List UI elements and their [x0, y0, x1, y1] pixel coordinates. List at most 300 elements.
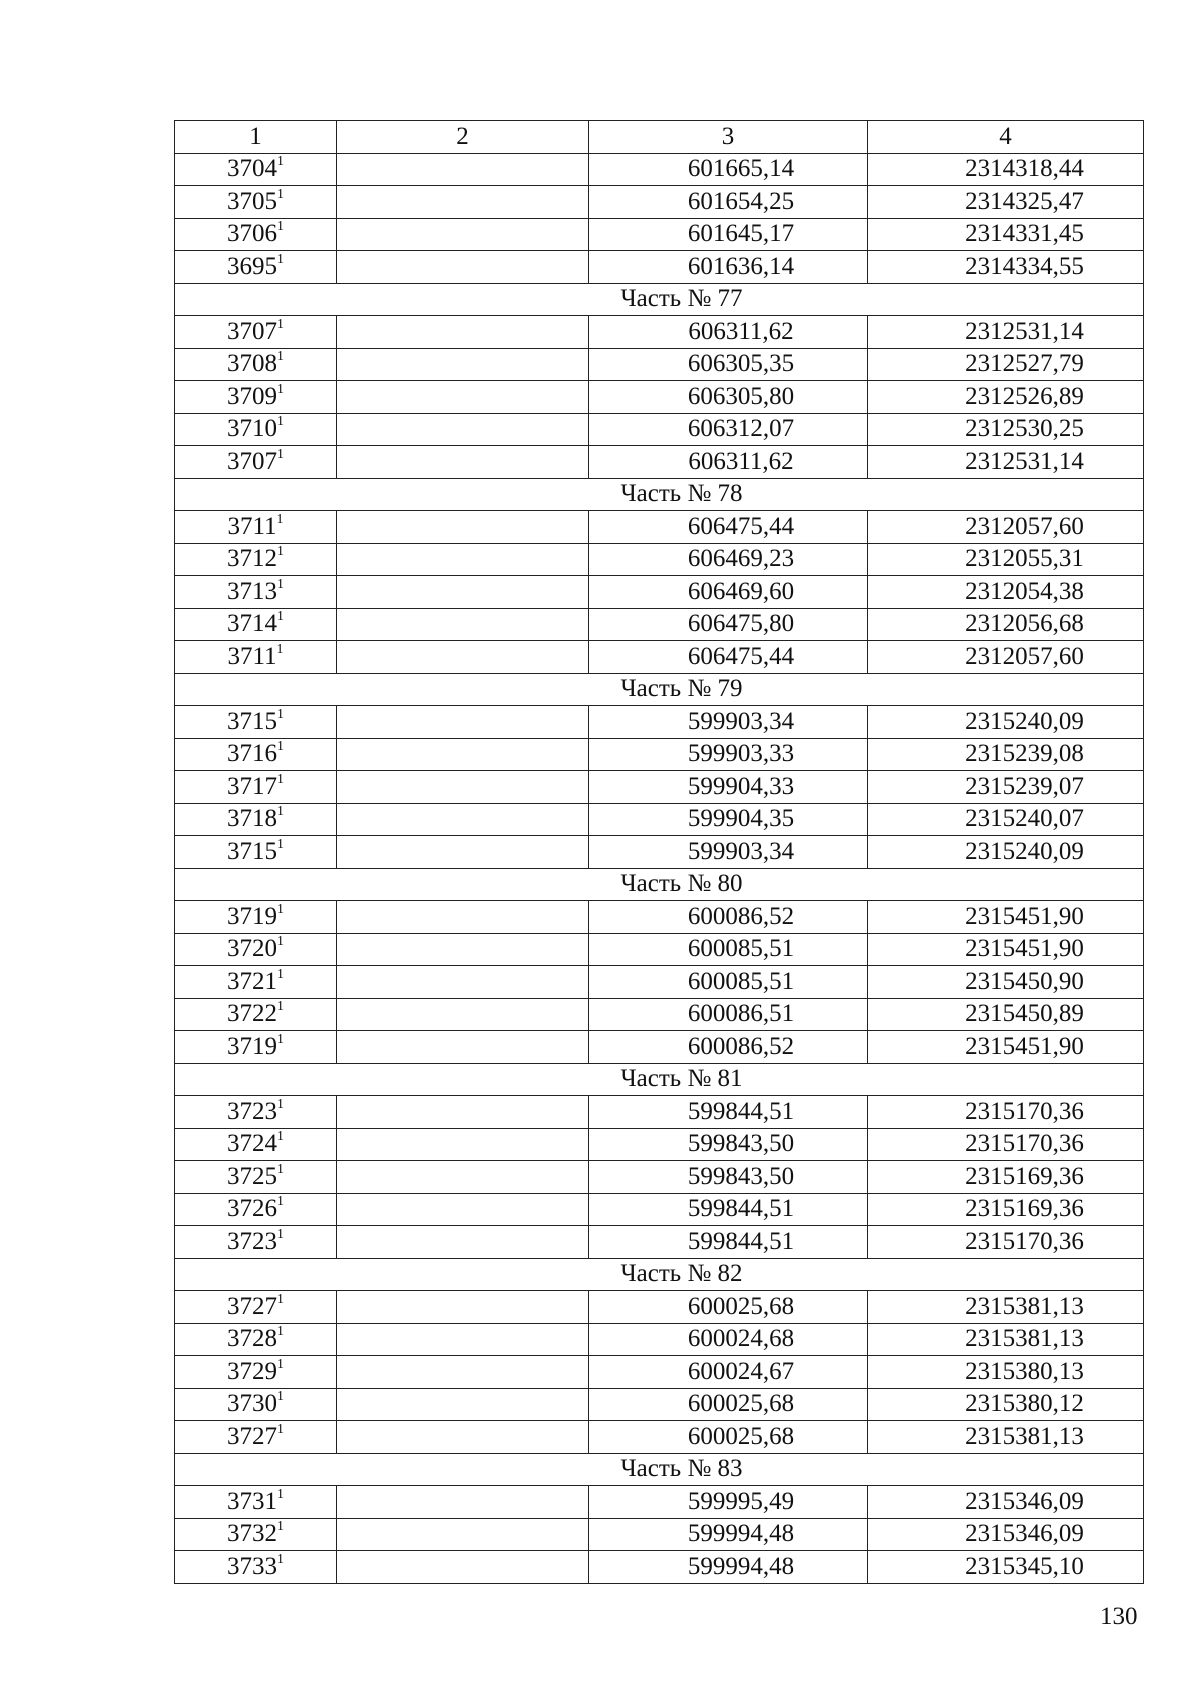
y-coordinate-cell — [868, 1421, 1144, 1454]
x-coordinate: 599994,48 — [687, 1520, 795, 1548]
x-coordinate-cell — [589, 1193, 868, 1226]
point-number: 3730 — [227, 1390, 277, 1418]
section-title — [175, 1258, 1144, 1291]
y-coordinate: 2312054,38 — [965, 577, 1084, 605]
page-number: 130 — [1100, 1603, 1138, 1630]
point-number-superscript: 1 — [277, 1486, 284, 1502]
point-number-cell — [175, 316, 337, 349]
point-number-cell — [175, 511, 337, 544]
header-row — [175, 121, 1144, 154]
empty-cell — [337, 771, 589, 804]
point-number-superscript: 1 — [277, 1194, 284, 1210]
x-coordinate: 599844,51 — [687, 1195, 795, 1223]
x-coordinate: 599904,33 — [687, 772, 795, 800]
point-number-superscript: 1 — [277, 219, 284, 235]
x-coordinate: 600085,51 — [687, 967, 795, 995]
empty-cell — [337, 186, 589, 219]
y-coordinate-cell — [868, 348, 1144, 381]
point-number-superscript: 1 — [276, 511, 284, 527]
empty-cell — [337, 153, 589, 186]
x-coordinate: 606475,80 — [687, 610, 795, 638]
point-number: 3731 — [227, 1487, 277, 1515]
y-coordinate: 2315381,13 — [965, 1422, 1084, 1450]
point-number-superscript: 1 — [277, 934, 284, 950]
x-coordinate: 600025,68 — [687, 1422, 795, 1450]
x-coordinate-cell — [589, 413, 868, 446]
table-row — [175, 933, 1144, 966]
table-row — [175, 413, 1144, 446]
x-coordinate-cell — [589, 251, 868, 284]
y-coordinate-cell — [868, 316, 1144, 349]
section-title — [175, 673, 1144, 706]
empty-cell — [337, 348, 589, 381]
x-coordinate-cell — [589, 511, 868, 544]
y-coordinate-cell — [868, 1226, 1144, 1259]
empty-cell — [337, 998, 589, 1031]
table-row — [175, 1323, 1144, 1356]
x-coordinate-cell — [589, 1551, 868, 1584]
point-number-superscript: 1 — [277, 1096, 284, 1112]
y-coordinate: 2314318,44 — [965, 155, 1084, 183]
table-row — [175, 543, 1144, 576]
x-coordinate-cell — [589, 933, 868, 966]
x-coordinate-cell — [589, 1486, 868, 1519]
y-coordinate-cell — [868, 901, 1144, 934]
section-row — [175, 1258, 1144, 1291]
point-number-cell — [175, 1486, 337, 1519]
x-coordinate: 599844,51 — [687, 1097, 795, 1125]
point-number-superscript: 1 — [277, 1356, 284, 1372]
y-coordinate: 2312531,14 — [965, 447, 1084, 475]
y-coordinate-cell — [868, 1291, 1144, 1324]
table-row — [175, 836, 1144, 869]
point-number: 3715 — [227, 707, 277, 735]
table-row — [175, 1161, 1144, 1194]
x-coordinate: 599903,33 — [687, 740, 795, 768]
point-number-superscript: 1 — [277, 1421, 284, 1437]
empty-cell — [337, 1323, 589, 1356]
point-number-superscript: 1 — [277, 739, 284, 755]
x-coordinate: 599995,49 — [687, 1487, 795, 1515]
x-coordinate-cell — [589, 771, 868, 804]
section-title-text: Часть № 78 — [620, 480, 743, 508]
section-title — [175, 283, 1144, 316]
section-title-text: Часть № 83 — [620, 1455, 743, 1483]
y-coordinate: 2315450,89 — [965, 1000, 1084, 1028]
y-coordinate: 2315346,09 — [965, 1520, 1084, 1548]
x-coordinate: 599843,50 — [687, 1162, 795, 1190]
section-title — [175, 1453, 1144, 1486]
y-coordinate-cell — [868, 153, 1144, 186]
empty-cell — [337, 1291, 589, 1324]
x-coordinate-cell — [589, 1518, 868, 1551]
y-coordinate-cell — [868, 1161, 1144, 1194]
y-coordinate-cell — [868, 446, 1144, 479]
x-coordinate-cell — [589, 381, 868, 414]
table-row — [175, 1096, 1144, 1129]
x-coordinate: 606311,62 — [688, 317, 794, 345]
x-coordinate-cell — [589, 706, 868, 739]
point-number: 3733 — [227, 1552, 277, 1580]
table-row — [175, 1551, 1144, 1584]
x-coordinate-cell — [589, 186, 868, 219]
point-number-superscript: 1 — [277, 349, 284, 365]
y-coordinate-cell — [868, 1193, 1144, 1226]
point-number-superscript: 1 — [277, 836, 284, 852]
y-coordinate: 2314334,55 — [965, 252, 1084, 280]
point-number-superscript: 1 — [277, 901, 284, 917]
x-coordinate: 599904,35 — [687, 805, 795, 833]
table-row — [175, 1226, 1144, 1259]
x-coordinate: 606469,60 — [687, 577, 795, 605]
table-row — [175, 1031, 1144, 1064]
table-row — [175, 186, 1144, 219]
point-number-superscript: 1 — [277, 186, 284, 202]
table-row — [175, 998, 1144, 1031]
point-number-superscript: 1 — [277, 1031, 284, 1047]
point-number-superscript: 1 — [277, 1551, 284, 1567]
point-number-superscript: 1 — [277, 706, 284, 722]
x-coordinate-cell — [589, 803, 868, 836]
y-coordinate-cell — [868, 706, 1144, 739]
point-number-superscript: 1 — [277, 381, 284, 397]
empty-cell — [337, 576, 589, 609]
point-number-superscript: 1 — [277, 544, 284, 560]
point-number: 3716 — [227, 740, 277, 768]
y-coordinate-cell — [868, 251, 1144, 284]
empty-cell — [337, 251, 589, 284]
y-coordinate: 2315170,36 — [965, 1097, 1084, 1125]
empty-cell — [337, 316, 589, 349]
x-coordinate: 600025,68 — [687, 1390, 795, 1418]
table-row — [175, 576, 1144, 609]
empty-cell — [337, 738, 589, 771]
empty-cell — [337, 1518, 589, 1551]
y-coordinate: 2315345,10 — [965, 1552, 1084, 1580]
table-row — [175, 966, 1144, 999]
empty-cell — [337, 706, 589, 739]
section-row — [175, 478, 1144, 511]
table-row — [175, 153, 1144, 186]
empty-cell — [337, 1226, 589, 1259]
y-coordinate: 2315169,36 — [965, 1162, 1084, 1190]
empty-cell — [337, 641, 589, 674]
empty-cell — [337, 446, 589, 479]
point-number: 3707 — [227, 317, 277, 345]
y-coordinate-cell — [868, 738, 1144, 771]
x-coordinate: 600085,51 — [687, 935, 795, 963]
point-number-cell — [175, 998, 337, 1031]
y-coordinate: 2312057,60 — [965, 512, 1084, 540]
x-coordinate-cell — [589, 576, 868, 609]
table-row — [175, 1421, 1144, 1454]
point-number-cell — [175, 836, 337, 869]
section-title — [175, 1063, 1144, 1096]
y-coordinate-cell — [868, 381, 1144, 414]
y-coordinate: 2315239,07 — [965, 772, 1084, 800]
point-number-superscript: 1 — [277, 414, 284, 430]
point-number-superscript: 1 — [277, 1389, 284, 1405]
y-coordinate-cell — [868, 1323, 1144, 1356]
y-coordinate: 2315380,13 — [965, 1357, 1084, 1385]
section-title-text: Часть № 81 — [620, 1065, 743, 1093]
header-col-1: 1 — [175, 121, 337, 154]
x-coordinate: 599903,34 — [687, 837, 795, 865]
point-number: 3714 — [227, 610, 277, 638]
x-coordinate: 600086,52 — [687, 902, 795, 930]
x-coordinate-cell — [589, 738, 868, 771]
point-number: 3724 — [227, 1130, 277, 1158]
y-coordinate-cell — [868, 543, 1144, 576]
point-number: 3711 — [227, 512, 277, 540]
x-coordinate: 606312,07 — [687, 415, 795, 443]
point-number-cell — [175, 933, 337, 966]
point-number-cell — [175, 446, 337, 479]
point-number: 3725 — [227, 1162, 277, 1190]
y-coordinate-cell — [868, 933, 1144, 966]
table-row — [175, 1193, 1144, 1226]
x-coordinate: 600024,67 — [687, 1357, 795, 1385]
empty-cell — [337, 1551, 589, 1584]
x-coordinate: 606469,23 — [687, 545, 795, 573]
x-coordinate: 599844,51 — [687, 1227, 795, 1255]
x-coordinate-cell — [589, 1323, 868, 1356]
point-number-cell — [175, 1388, 337, 1421]
point-number-cell — [175, 1128, 337, 1161]
section-title — [175, 868, 1144, 901]
point-number: 3715 — [227, 837, 277, 865]
header-col-3: 3 — [589, 121, 868, 154]
section-title-text: Часть № 80 — [620, 870, 743, 898]
point-number-superscript: 1 — [277, 1519, 284, 1535]
y-coordinate-cell — [868, 641, 1144, 674]
point-number: 3695 — [227, 252, 277, 280]
point-number-cell — [175, 576, 337, 609]
y-coordinate: 2315381,13 — [965, 1292, 1084, 1320]
point-number-superscript: 1 — [277, 446, 284, 462]
empty-cell — [337, 381, 589, 414]
table-row — [175, 381, 1144, 414]
x-coordinate: 606305,35 — [687, 350, 795, 378]
x-coordinate-cell — [589, 1226, 868, 1259]
point-number-cell — [175, 1518, 337, 1551]
y-coordinate-cell — [868, 413, 1144, 446]
table-row — [175, 706, 1144, 739]
point-number: 3719 — [227, 902, 277, 930]
x-coordinate-cell — [589, 1161, 868, 1194]
y-coordinate-cell — [868, 1486, 1144, 1519]
y-coordinate-cell — [868, 966, 1144, 999]
point-number: 3720 — [227, 935, 277, 963]
point-number: 3707 — [227, 447, 277, 475]
point-number-cell — [175, 218, 337, 251]
y-coordinate-cell — [868, 998, 1144, 1031]
point-number-cell — [175, 706, 337, 739]
y-coordinate: 2315169,36 — [965, 1195, 1084, 1223]
point-number-cell — [175, 153, 337, 186]
y-coordinate-cell — [868, 836, 1144, 869]
y-coordinate: 2312531,14 — [965, 317, 1084, 345]
table-row — [175, 641, 1144, 674]
x-coordinate: 600086,52 — [687, 1032, 795, 1060]
empty-cell — [337, 1486, 589, 1519]
x-coordinate-cell — [589, 1128, 868, 1161]
point-number: 3719 — [227, 1032, 277, 1060]
table-row — [175, 511, 1144, 544]
table-row — [175, 803, 1144, 836]
point-number-superscript: 1 — [277, 316, 284, 332]
point-number-cell — [175, 543, 337, 576]
table-row — [175, 901, 1144, 934]
section-row — [175, 673, 1144, 706]
y-coordinate: 2312057,60 — [965, 642, 1084, 670]
y-coordinate-cell — [868, 186, 1144, 219]
x-coordinate: 606475,44 — [687, 642, 795, 670]
empty-cell — [337, 1128, 589, 1161]
point-number-superscript: 1 — [277, 999, 284, 1015]
section-title-text: Часть № 82 — [620, 1260, 743, 1288]
point-number: 3711 — [227, 642, 277, 670]
y-coordinate-cell — [868, 1551, 1144, 1584]
point-number-cell — [175, 1031, 337, 1064]
y-coordinate-cell — [868, 511, 1144, 544]
point-number: 3727 — [227, 1422, 277, 1450]
point-number-cell — [175, 771, 337, 804]
coordinates-table-body — [175, 121, 1144, 1584]
point-number-cell — [175, 966, 337, 999]
table-row — [175, 1356, 1144, 1389]
empty-cell — [337, 218, 589, 251]
table-row — [175, 1291, 1144, 1324]
y-coordinate: 2314325,47 — [965, 187, 1084, 215]
y-coordinate: 2315170,36 — [965, 1227, 1084, 1255]
point-number-cell — [175, 1323, 337, 1356]
point-number: 3710 — [227, 415, 277, 443]
point-number-superscript: 1 — [277, 1161, 284, 1177]
point-number: 3723 — [227, 1227, 277, 1255]
point-number-cell — [175, 1193, 337, 1226]
empty-cell — [337, 608, 589, 641]
y-coordinate: 2312530,25 — [965, 415, 1084, 443]
section-row — [175, 1453, 1144, 1486]
point-number-cell — [175, 251, 337, 284]
x-coordinate-cell — [589, 1421, 868, 1454]
point-number-superscript: 1 — [276, 641, 284, 657]
point-number: 3708 — [227, 350, 277, 378]
point-number: 3712 — [227, 545, 277, 573]
point-number: 3718 — [227, 805, 277, 833]
header-col-2: 2 — [337, 121, 589, 154]
y-coordinate: 2315346,09 — [965, 1487, 1084, 1515]
point-number-superscript: 1 — [277, 576, 284, 592]
x-coordinate-cell — [589, 153, 868, 186]
x-coordinate: 600086,51 — [687, 1000, 795, 1028]
y-coordinate: 2314331,45 — [965, 220, 1084, 248]
point-number-cell — [175, 381, 337, 414]
empty-cell — [337, 1356, 589, 1389]
point-number: 3717 — [227, 772, 277, 800]
point-number-superscript: 1 — [277, 966, 284, 982]
x-coordinate: 600024,68 — [687, 1325, 795, 1353]
point-number-cell — [175, 738, 337, 771]
table-row — [175, 738, 1144, 771]
point-number-cell — [175, 186, 337, 219]
y-coordinate: 2315451,90 — [965, 1032, 1084, 1060]
empty-cell — [337, 933, 589, 966]
coordinates-table — [174, 120, 1144, 1584]
point-number-superscript: 1 — [277, 1129, 284, 1145]
y-coordinate: 2312526,89 — [965, 382, 1084, 410]
x-coordinate-cell — [589, 998, 868, 1031]
point-number-superscript: 1 — [277, 771, 284, 787]
header-col-4: 4 — [868, 121, 1144, 154]
y-coordinate-cell — [868, 1518, 1144, 1551]
y-coordinate: 2315451,90 — [965, 902, 1084, 930]
y-coordinate: 2315381,13 — [965, 1325, 1084, 1353]
x-coordinate-cell — [589, 348, 868, 381]
point-number: 3713 — [227, 577, 277, 605]
x-coordinate-cell — [589, 836, 868, 869]
point-number-superscript: 1 — [277, 1226, 284, 1242]
y-coordinate: 2312055,31 — [965, 545, 1084, 573]
y-coordinate-cell — [868, 1128, 1144, 1161]
section-row — [175, 868, 1144, 901]
point-number-cell — [175, 1161, 337, 1194]
point-number-cell — [175, 348, 337, 381]
x-coordinate: 600025,68 — [687, 1292, 795, 1320]
table-row — [175, 1388, 1144, 1421]
point-number: 3729 — [227, 1357, 277, 1385]
table-row — [175, 1486, 1144, 1519]
empty-cell — [337, 966, 589, 999]
table-row — [175, 218, 1144, 251]
y-coordinate: 2315239,08 — [965, 740, 1084, 768]
y-coordinate: 2312527,79 — [965, 350, 1084, 378]
section-row — [175, 1063, 1144, 1096]
point-number: 3722 — [227, 1000, 277, 1028]
x-coordinate-cell — [589, 543, 868, 576]
table-row — [175, 348, 1144, 381]
y-coordinate: 2312056,68 — [965, 610, 1084, 638]
point-number-superscript: 1 — [277, 1291, 284, 1307]
point-number-cell — [175, 1096, 337, 1129]
empty-cell — [337, 1031, 589, 1064]
x-coordinate: 599903,34 — [687, 707, 795, 735]
y-coordinate-cell — [868, 1031, 1144, 1064]
point-number: 3721 — [227, 967, 277, 995]
x-coordinate: 601665,14 — [687, 155, 795, 183]
point-number-superscript: 1 — [277, 804, 284, 820]
table-row — [175, 608, 1144, 641]
point-number: 3727 — [227, 1292, 277, 1320]
x-coordinate-cell — [589, 446, 868, 479]
y-coordinate: 2315451,90 — [965, 935, 1084, 963]
x-coordinate-cell — [589, 1356, 868, 1389]
y-coordinate-cell — [868, 218, 1144, 251]
point-number-cell — [175, 1356, 337, 1389]
table-row — [175, 1518, 1144, 1551]
x-coordinate: 606311,62 — [688, 447, 794, 475]
table-row — [175, 251, 1144, 284]
x-coordinate-cell — [589, 1388, 868, 1421]
y-coordinate-cell — [868, 771, 1144, 804]
empty-cell — [337, 901, 589, 934]
empty-cell — [337, 803, 589, 836]
table-row — [175, 316, 1144, 349]
x-coordinate-cell — [589, 1031, 868, 1064]
point-number-cell — [175, 1551, 337, 1584]
x-coordinate: 601654,25 — [687, 187, 795, 215]
